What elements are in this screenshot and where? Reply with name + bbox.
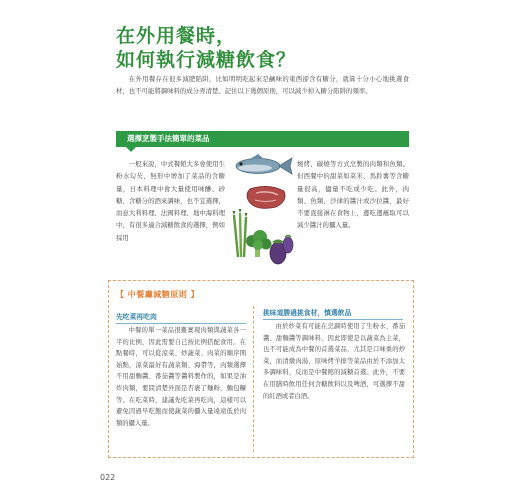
page-title-line2: 如何執行減糖飲食？ [116,49,297,71]
banner-arrow [126,147,136,152]
section-banner: 選擇烹製手法簡單的菜品 [116,131,409,147]
eggplant-icon [270,236,293,265]
right-subheading: 挑味道勝過挑食材，慎選飲品 [263,307,403,320]
page-title-line1: 在外用餐時， [116,25,237,47]
page-title [116,24,296,72]
left-subheading: 先吃菜再吃肉 [116,311,246,324]
column-divider [253,306,254,452]
steak-icon [247,186,285,208]
food-illustration [228,153,296,271]
broccoli-icon [246,230,272,257]
asparagus-icon [233,209,248,257]
section-left-text: 一般來說，中式餐館大多會使用生粉水勾芡，無形中增加了菜品的含糖量，日本料理中會大量使用味醂、砂糖、含糖分的酒來調味，也不宜選擇，而意大利料理、法國料理、地中海料理中，有很多適合減糖飲食的選擇，例如採用 [116,160,225,242]
page-number: 022 [100,473,116,482]
left-tip-text: 中餐的單一菜品很難實現肉類與蔬菜各一半的比例，因此需要自己按比例搭配食用。在點餐時，可以從涼菜、炒蔬菜、肉菜的順序開始點，涼菜最好有蔬菜類、海帶等，肉類選擇不用甜麵醬、番茄醬等醬料製作的，如果是油炸肉類，要問清楚外面是否裹了麵粉、麵包糠等。在吃菜時，建議先吃菜再吃肉，這樣可以避免因過早吃飽而使蔬菜的攝入量遠遠低於肉類的攝入量。 [116,327,246,427]
intro-paragraph: 在外用餐存在很多減肥陷阱，比如明明吃起來是鹹味的東西卻含有糖分，就算十分小心地挑選食材，也不可能將調味料的成分弄清楚。記住以下幾個原則，可以減少掉入糖分陷阱的頻率。 [116,75,409,95]
section-right-text: 燒烤、碳燒等方式烹製的肉類和魚類。但西餐中的甜菜如菜米、馬鈴薯等含糖量很高，儘量不吃或少吃。此外，肉類、魚類、沙律的醬汁或沙拉醬，最好不要直接淋在食物上，邊吃邊蘸取可以減少醬汁的攝入量。 [297,160,409,230]
right-tip-text: 由於炒菜有可能在烹調時使用了生粉水、番茄醬、甜麵醬等調味料，因此即使是以蔬菜為主菜，也不可能成為中餐的首選菜品，尤其是口味重的炒菜，而清燉肉湯，原味烤羊排等菜品由於不添加太多調味料，反而是中餐館的減糖首選。此外，不要在用膳時飲用任何含糖飲料以及啤酒，可選擇不甜的紅酒或者白酒。 [263,323,405,400]
tips-box-heading: 【 中餐廳減糖原則 】 [116,290,200,299]
fish-icon [236,154,292,174]
